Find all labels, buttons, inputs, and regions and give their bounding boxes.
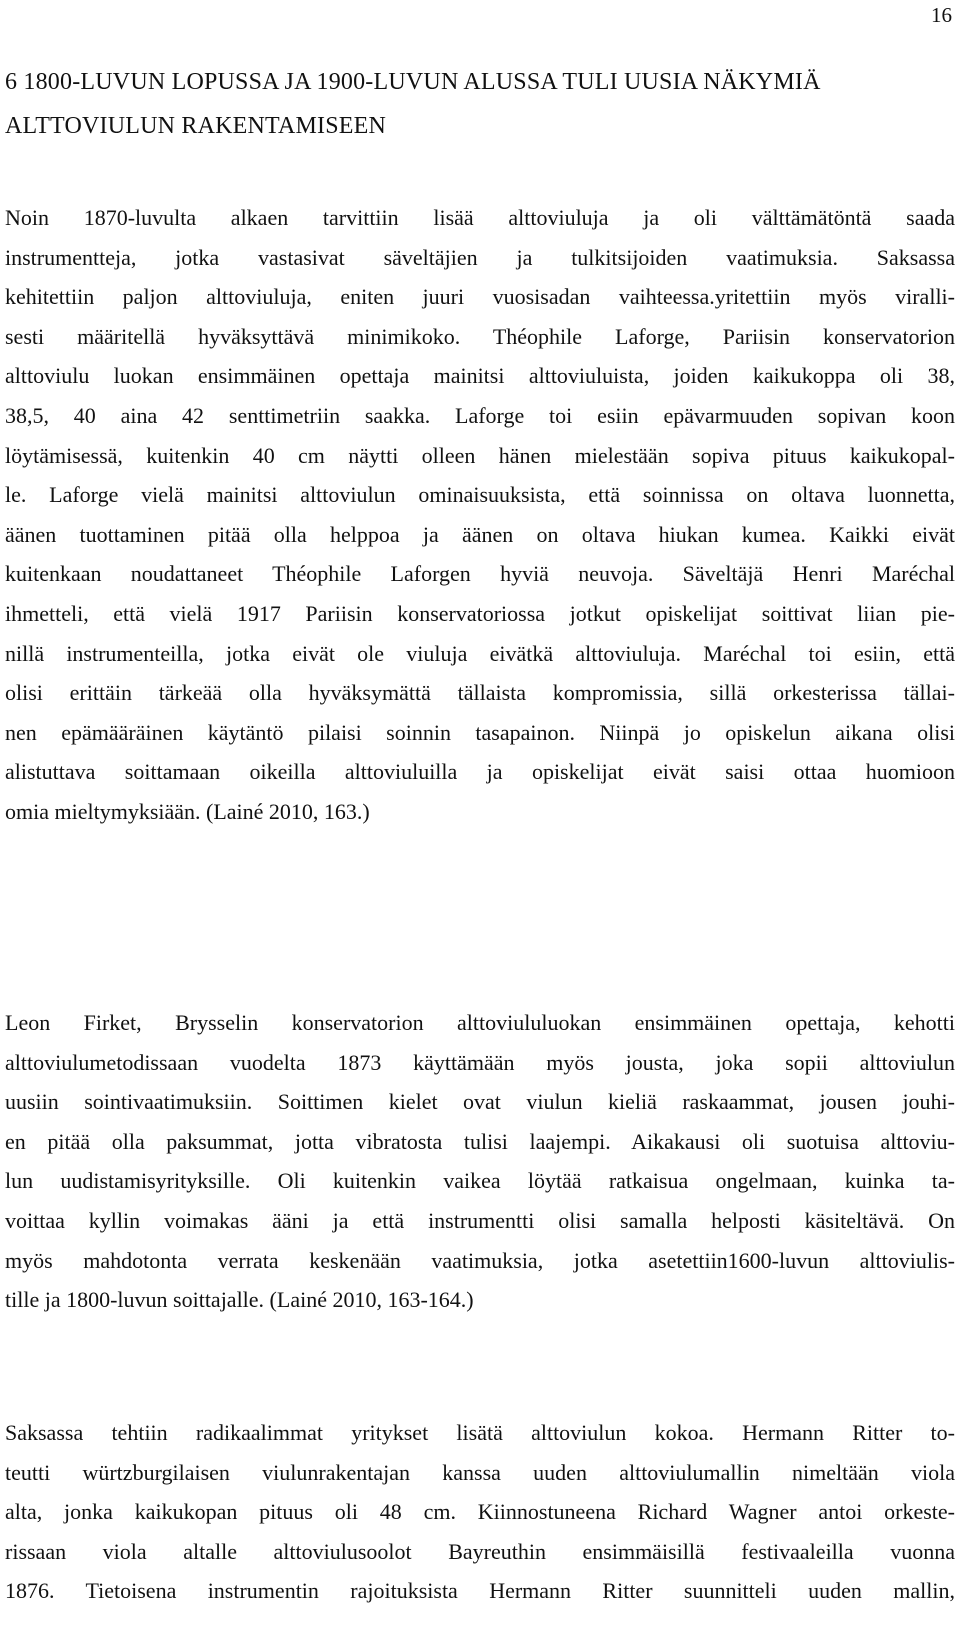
paragraph-1 — [5, 198, 955, 832]
paragraph-line: alta, jonka kaikukopan pituus oli 48 cm. Kiinnostuneena Richard Wagner antoi orkeste- — [5, 1499, 955, 1525]
paragraph-line: tille ja 1800-luvun soittajalle. (Lainé 2010, 163-164.) — [5, 1287, 474, 1313]
paragraph-line: kuitenkaan noudattaneet Théophile Laforgen hyviä neuvoja. Säveltäjä Henri Maréchal — [5, 561, 955, 587]
paragraph-line: nen epämääräinen käytäntö pilaisi soinnin tasapainon. Niinpä jo opiskelun aikana olisi — [5, 719, 955, 745]
paragraph-line: alistuttava soittamaan oikeilla alttoviuluilla ja opiskelijat eivät saisi ottaa huomioon — [5, 759, 955, 785]
paragraph-3 — [5, 1413, 955, 1611]
paragraph-line: rissaan viola altalle alttoviulusoolot Bayreuthin ensimmäisillä festivaaleilla vuonna — [5, 1538, 955, 1564]
paragraph-line: Saksassa tehtiin radikaalimmat yritykset lisätä alttoviulun kokoa. Hermann Ritter to- — [5, 1420, 955, 1445]
chapter-heading — [5, 60, 945, 148]
paragraph-line: alttoviulumetodissaan vuodelta 1873 käyttämään myös jousta, joka sopii alttoviulun — [5, 1049, 955, 1075]
paragraph-line: teutti würtzburgilaisen viulunrakentajan kanssa uuden alttoviulumallin nimeltään viola — [5, 1459, 955, 1485]
chapter-heading-line-2: ALTTOVIULUN RAKENTAMISEEN — [5, 113, 387, 139]
paragraph-line: nillä instrumenteilla, jotka eivät ole viuluja eivätkä alttoviuluja. Maréchal toi esiin, että — [5, 640, 955, 666]
paragraph-line: voittaa kyllin voimakas ääni ja että instrumentti olisi samalla helposti käsiteltävä. On — [5, 1207, 955, 1233]
paragraph-line: sesti määritellä hyväksyttävä minimikoko. Théophile Laforge, Pariisin konservatorion — [5, 323, 955, 349]
paragraph-line: le. Laforge vielä mainitsi alttoviulun ominaisuuksista, että soinnissa on oltava luonnetta, — [5, 482, 955, 508]
paragraph-line: löytämisessä, kuitenkin 40 cm näytti olleen hänen mielestään sopiva pituus kaikukopal- — [5, 442, 955, 468]
paragraph-2 — [5, 1003, 955, 1320]
paragraph-line: omia mieltymyksiään. (Lainé 2010, 163.) — [5, 798, 370, 824]
paragraph-line: ihmetteli, että vielä 1917 Pariisin konservatoriossa jotkut opiskelijat soittivat liian pie- — [5, 600, 955, 626]
paragraph-line: Noin 1870-luvulta alkaen tarvittiin lisää alttoviuluja ja oli välttämätöntä saada — [5, 205, 955, 230]
paragraph-line: uusiin sointivaatimuksiin. Soittimen kielet ovat viulun kieliä raskaammat, jousen jouhi- — [5, 1089, 955, 1115]
chapter-heading-line-1: 6 1800-LUVUN LOPUSSA JA 1900-LUVUN ALUSSA TULI UUSIA NÄKYMIÄ — [5, 69, 821, 95]
paragraph-line: kehitettiin paljon alttoviuluja, eniten juuri vuosisadan vaihteessa.yritettiin myös viralli- — [5, 284, 955, 310]
paragraph-line: instrumentteja, jotka vastasivat säveltäjien ja tulkitsijoiden vaatimuksia. Saksassa — [5, 244, 955, 270]
paragraph-line: alttoviulu luokan ensimmäinen opettaja mainitsi alttoviuluista, joiden kaikukoppa oli 38, — [5, 363, 955, 389]
paragraph-line: en pitää olla paksummat, jotta vibratosta tulisi laajempi. Aikakausi oli suotuisa alttoviu- — [5, 1128, 955, 1154]
page-number: 16 — [931, 3, 952, 27]
paragraph-line: lun uudistamisyrityksille. Oli kuitenkin vaikea löytää ratkaisua ongelmaan, kuinka ta- — [5, 1168, 955, 1194]
paragraph-line: 38,5, 40 aina 42 senttimetriin saakka. Laforge toi esiin epävarmuuden sopivan koon — [5, 402, 955, 428]
paragraph-line: Leon Firket, Brysselin konservatorion alttoviululuokan ensimmäinen opettaja, kehotti — [5, 1010, 955, 1035]
paragraph-line: olisi erittäin tärkeää olla hyväksymättä tällaista kompromissia, sillä orkesterissa tällai- — [5, 680, 955, 706]
paragraph-line: äänen tuottaminen pitää olla helppoa ja äänen on oltava hiukan kumea. Kaikki eivät — [5, 521, 955, 547]
paragraph-line: 1876. Tietoisena instrumentin rajoituksista Hermann Ritter suunnitteli uuden mallin, — [5, 1578, 955, 1604]
paragraph-line: myös mahdotonta verrata keskenään vaatimuksia, jotka asetettiin1600-luvun alttoviulis- — [5, 1247, 955, 1273]
